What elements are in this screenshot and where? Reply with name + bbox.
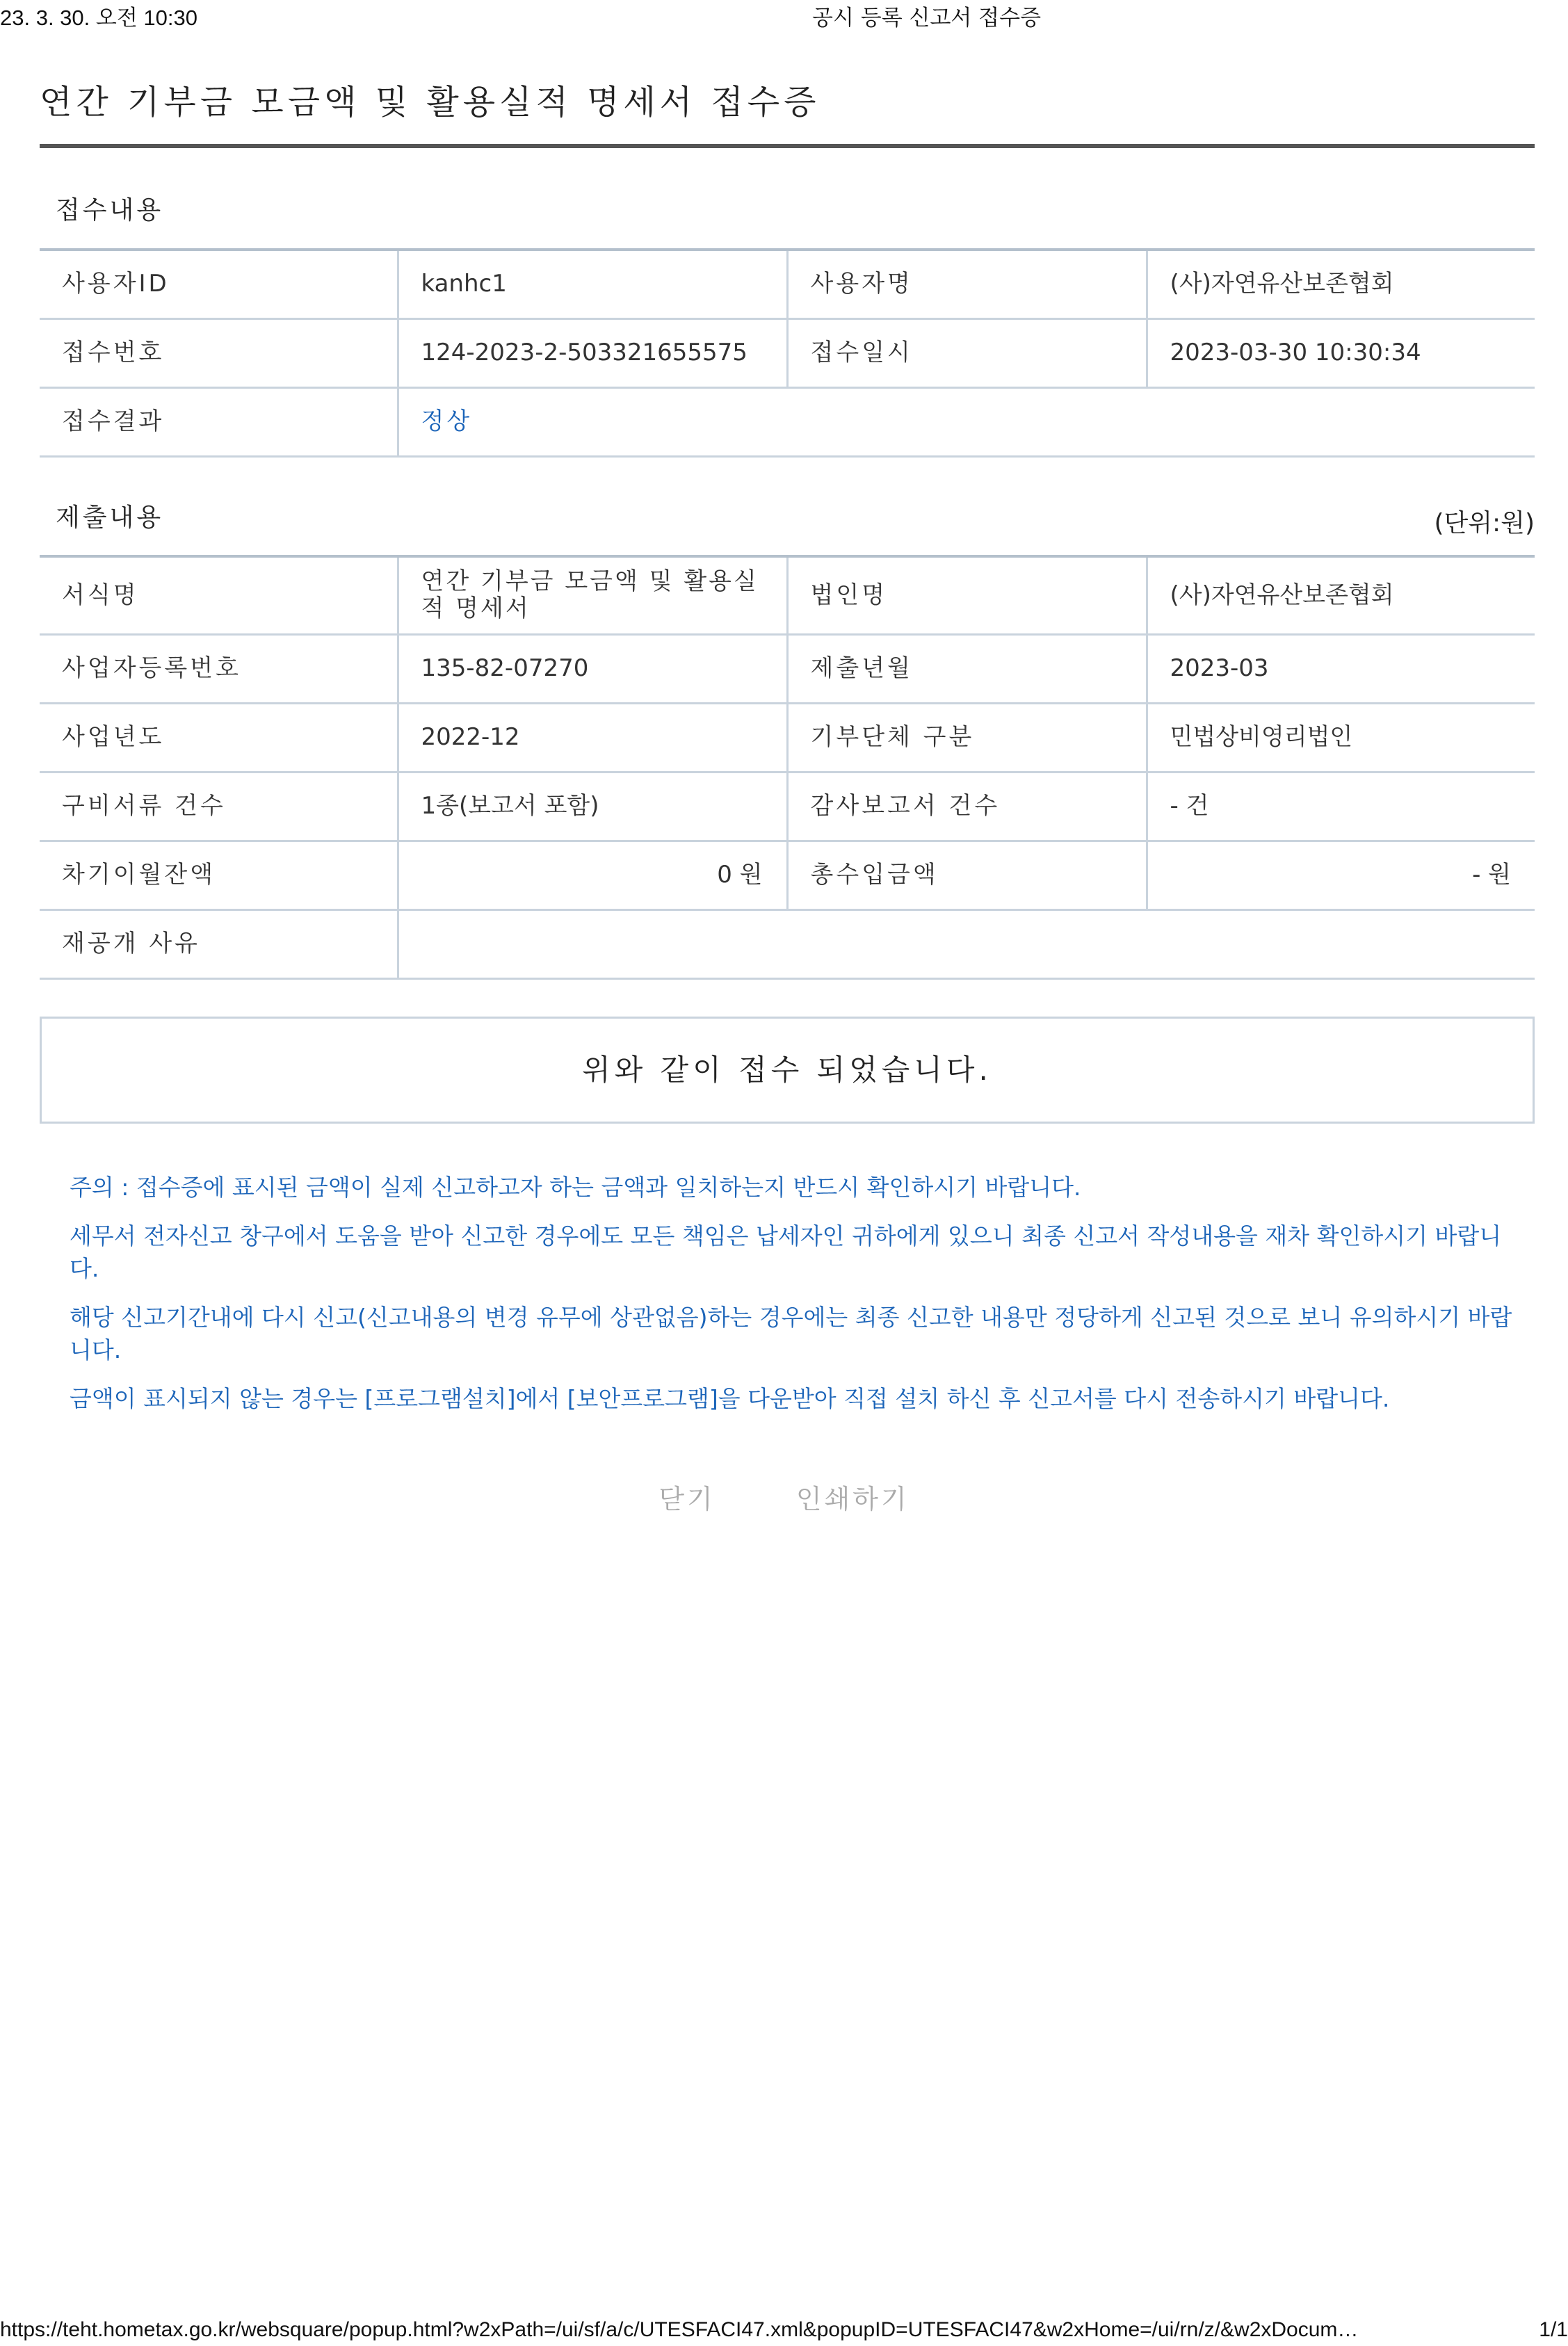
print-url: https://teht.hometax.go.kr/websquare/popup.html?w2xPath=/ui/sf/a/c/UTESFACI47.xml&popupID=UTESFACI47&w2xHome=/ui/rn/z/&w2xDocum… [0, 2318, 1359, 2341]
biz-reg-no-value: 135-82-07270 [398, 634, 787, 703]
receipt-datetime-label: 접수일시 [787, 318, 1147, 387]
close-button[interactable]: 닫기 [658, 1484, 716, 1514]
redisclose-reason-value [398, 909, 1535, 978]
biz-reg-no-label: 사업자등록번호 [40, 634, 398, 703]
receipt-no-value: 124-2023-2-503321655575 [398, 318, 787, 387]
attach-count-value: 1종(보고서 포함) [398, 772, 787, 841]
biz-year-value: 2022-12 [398, 703, 787, 772]
carryover-label: 차기이월잔액 [40, 841, 398, 909]
submit-month-label: 제출년월 [787, 634, 1147, 703]
form-name-label: 서식명 [40, 556, 398, 634]
redisclose-reason-label: 재공개 사유 [40, 909, 398, 978]
org-type-label: 기부단체 구분 [787, 703, 1147, 772]
print-footer [0, 2318, 1568, 2346]
biz-year-label: 사업년도 [40, 703, 398, 772]
button-bar [0, 1478, 1568, 1516]
total-income-value: - 원 [1147, 841, 1535, 909]
print-header [0, 0, 1568, 31]
table-row [40, 841, 1535, 909]
table-row [40, 703, 1535, 772]
corp-name-value: (사)자연유산보존협회 [1147, 556, 1535, 634]
table-row [40, 634, 1535, 703]
user-id-value: kanhc1 [398, 250, 787, 318]
total-income-label: 총수입금액 [787, 841, 1147, 909]
receipt-no-label: 접수번호 [40, 318, 398, 387]
table-row [40, 318, 1535, 387]
user-name-label: 사용자명 [787, 250, 1147, 318]
table-row [40, 909, 1535, 978]
attach-count-label: 구비서류 건수 [40, 772, 398, 841]
submit-month-value: 2023-03 [1147, 634, 1535, 703]
user-name-value: (사)자연유산보존협회 [1147, 250, 1535, 318]
title-divider [40, 144, 1535, 148]
notice-list [70, 1171, 1530, 1431]
form-name-value: 연간 기부금 모금액 및 활용실적 명세서 [398, 556, 787, 634]
page-title: 연간 기부금 모금액 및 활용실적 명세서 접수증 [40, 83, 821, 122]
receipt-datetime-value: 2023-03-30 10:30:34 [1147, 318, 1535, 387]
notice-item: 금액이 표시되지 않는 경우는 [프로그램설치]에서 [보안프로그램]을 다운받아 직접 설치 하신 후 신고서를 다시 전송하시기 바랍니다. [70, 1385, 1390, 1412]
table-row [40, 387, 1535, 456]
notice-item: 세무서 전자신고 창구에서 도움을 받아 신고한 경우에도 모든 책임은 납세자인 귀하에게 있으니 최종 신고서 작성내용을 재차 확인하시기 바랍니다. [70, 1222, 1502, 1282]
result-value: 정상 [398, 387, 1535, 456]
table-row [40, 250, 1535, 318]
org-type-value: 민법상비영리법인 [1147, 703, 1535, 772]
submission-table [40, 555, 1535, 980]
confirm-message: 위와 같이 접수 되었습니다. [40, 1017, 1535, 1124]
submission-section-label: 제출내용 [56, 503, 164, 532]
table-row [40, 772, 1535, 841]
audit-count-label: 감사보고서 건수 [787, 772, 1147, 841]
corp-name-label: 법인명 [787, 556, 1147, 634]
receipt-table [40, 248, 1535, 458]
print-page-number: 1/1 [1539, 2318, 1568, 2341]
unit-label: (단위:원) [1434, 509, 1535, 537]
print-doc-title: 공시 등록 신고서 접수증 [812, 6, 1042, 31]
audit-count-value: - 건 [1147, 772, 1535, 841]
print-date: 23. 3. 30. 오전 10:30 [0, 6, 197, 30]
user-id-label: 사용자ID [40, 250, 398, 318]
receipt-section-label: 접수내용 [56, 196, 164, 225]
notice-item: 해당 신고기간내에 다시 신고(신고내용의 변경 유무에 상관없음)하는 경우에는 최종 신고한 내용만 정당하게 신고된 것으로 보니 유의하시기 바랍니다. [70, 1304, 1512, 1364]
table-row [40, 556, 1535, 634]
carryover-value: 0 원 [398, 841, 787, 909]
result-label: 접수결과 [40, 387, 398, 456]
print-button[interactable]: 인쇄하기 [795, 1484, 910, 1514]
notice-item: 주의 : 접수증에 표시된 금액이 실제 신고하고자 하는 금액과 일치하는지 반드시 확인하시기 바랍니다. [70, 1174, 1081, 1201]
